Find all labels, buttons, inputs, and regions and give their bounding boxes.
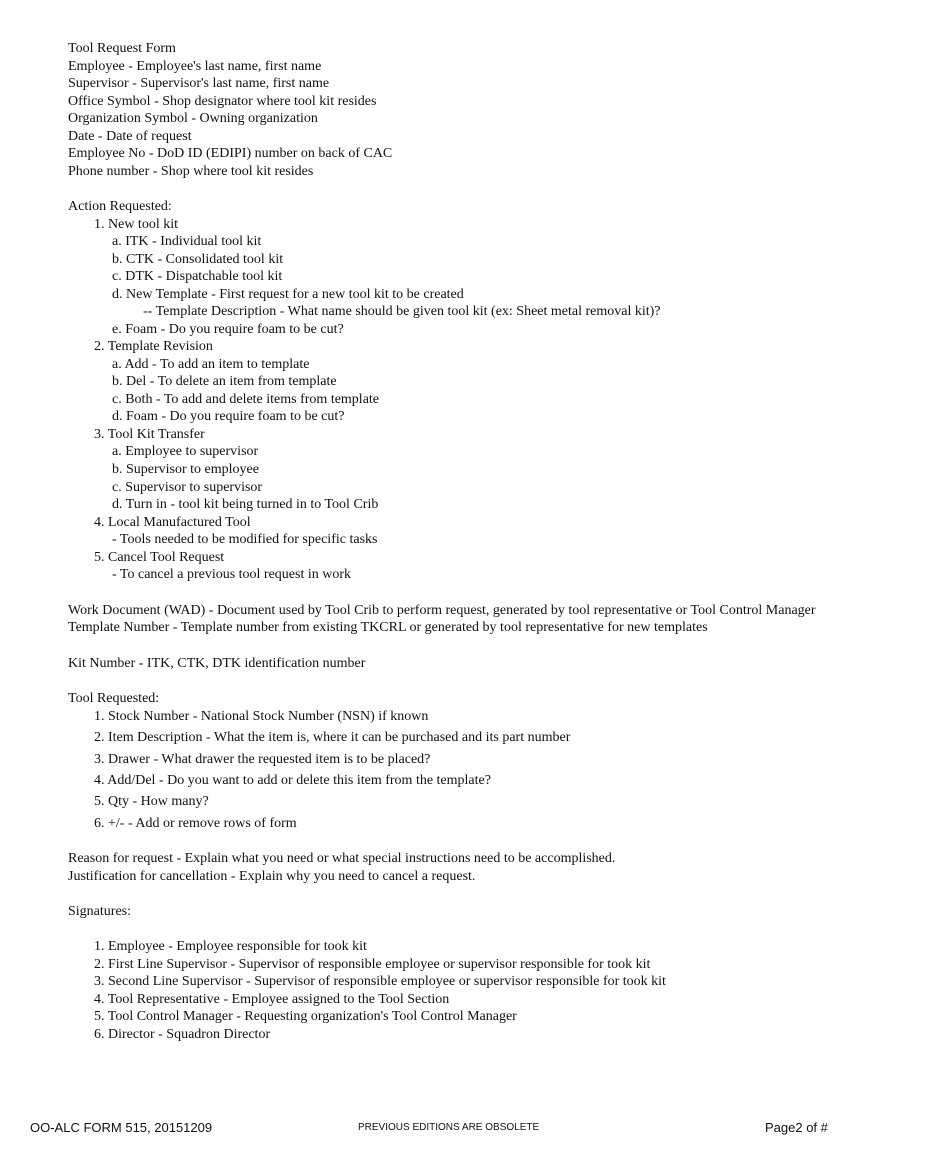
list-item: 6. +/- - Add or remove rows of form: [94, 816, 297, 831]
list-item: -- Template Description - What name should be given tool kit (ex: Sheet metal removal kit)?: [143, 304, 661, 319]
list-item: a. Employee to supervisor: [112, 444, 259, 459]
field-desc-employee-no: Employee No - DoD ID (EDIPI) number on back of CAC: [68, 146, 393, 161]
list-item: - Tools needed to be modified for specific tasks: [112, 532, 378, 547]
list-item: 1. New tool kit: [94, 217, 178, 232]
action-requested-heading: Action Requested:: [68, 199, 172, 214]
form-title: Tool Request Form: [68, 41, 176, 56]
field-desc-office-symbol: Office Symbol - Shop designator where tool kit resides: [68, 94, 377, 109]
list-item: a. Add - To add an item to template: [112, 357, 310, 372]
kit-number-description: Kit Number - ITK, CTK, DTK identification number: [68, 656, 366, 671]
list-item: d. New Template - First request for a new tool kit to be created: [112, 287, 464, 302]
field-desc-organization-symbol: Organization Symbol - Owning organization: [68, 111, 318, 126]
list-item: d. Foam - Do you require foam to be cut?: [112, 409, 345, 424]
list-item: 1. Stock Number - National Stock Number (NSN) if known: [94, 709, 429, 724]
list-item: a. ITK - Individual tool kit: [112, 234, 262, 249]
list-item: c. Both - To add and delete items from template: [112, 392, 380, 407]
list-item: 4. Add/Del - Do you want to add or delete this item from the template?: [94, 773, 491, 788]
signatures-heading: Signatures:: [68, 904, 131, 919]
template-number-description: Template Number - Template number from existing TKCRL or generated by tool representative for new templates: [68, 620, 708, 635]
justification-description: Justification for cancellation - Explain why you need to cancel a request.: [68, 869, 476, 884]
field-desc-employee: Employee - Employee's last name, first name: [68, 59, 322, 74]
list-item: 2. Template Revision: [94, 339, 213, 354]
tool-requested-heading: Tool Requested:: [68, 691, 160, 706]
list-item: 4. Local Manufactured Tool: [94, 515, 251, 530]
list-item: 5. Tool Control Manager - Requesting organization's Tool Control Manager: [94, 1009, 517, 1024]
list-item: 3. Drawer - What drawer the requested item is to be placed?: [94, 752, 431, 767]
list-item: 4. Tool Representative - Employee assigned to the Tool Section: [94, 992, 450, 1007]
list-item: 5. Cancel Tool Request: [94, 550, 225, 565]
reason-description: Reason for request - Explain what you need or what special instructions need to be accomplished.: [68, 851, 616, 866]
wad-description: Work Document (WAD) - Document used by Tool Crib to perform request, generated by tool representative or Tool Control Manager: [68, 603, 816, 618]
obsolete-notice: PREVIOUS EDITIONS ARE OBSOLETE: [358, 1122, 540, 1133]
list-item: b. Del - To delete an item from template: [112, 374, 337, 389]
page-number: Page2 of #: [765, 1120, 828, 1135]
field-desc-phone: Phone number - Shop where tool kit resides: [68, 164, 314, 179]
list-item: c. DTK - Dispatchable tool kit: [112, 269, 283, 284]
list-item: - To cancel a previous tool request in work: [112, 567, 352, 582]
list-item: 3. Second Line Supervisor - Supervisor of responsible employee or supervisor responsible for took kit: [94, 974, 666, 989]
field-desc-date: Date - Date of request: [68, 129, 192, 144]
list-item: 2. Item Description - What the item is, where it can be purchased and its part number: [94, 730, 571, 745]
list-item: e. Foam - Do you require foam to be cut?: [112, 322, 344, 337]
list-item: b. Supervisor to employee: [112, 462, 259, 477]
list-item: 1. Employee - Employee responsible for took kit: [94, 939, 367, 954]
form-id: OO-ALC FORM 515, 20151209: [30, 1120, 213, 1135]
list-item: 6. Director - Squadron Director: [94, 1027, 271, 1042]
list-item: 3. Tool Kit Transfer: [94, 427, 205, 442]
list-item: c. Supervisor to supervisor: [112, 480, 263, 495]
list-item: b. CTK - Consolidated tool kit: [112, 252, 284, 267]
list-item: 5. Qty - How many?: [94, 794, 209, 809]
list-item: 2. First Line Supervisor - Supervisor of responsible employee or supervisor responsible for took kit: [94, 957, 651, 972]
field-desc-supervisor: Supervisor - Supervisor's last name, first name: [68, 76, 330, 91]
list-item: d. Turn in - tool kit being turned in to Tool Crib: [112, 497, 379, 512]
